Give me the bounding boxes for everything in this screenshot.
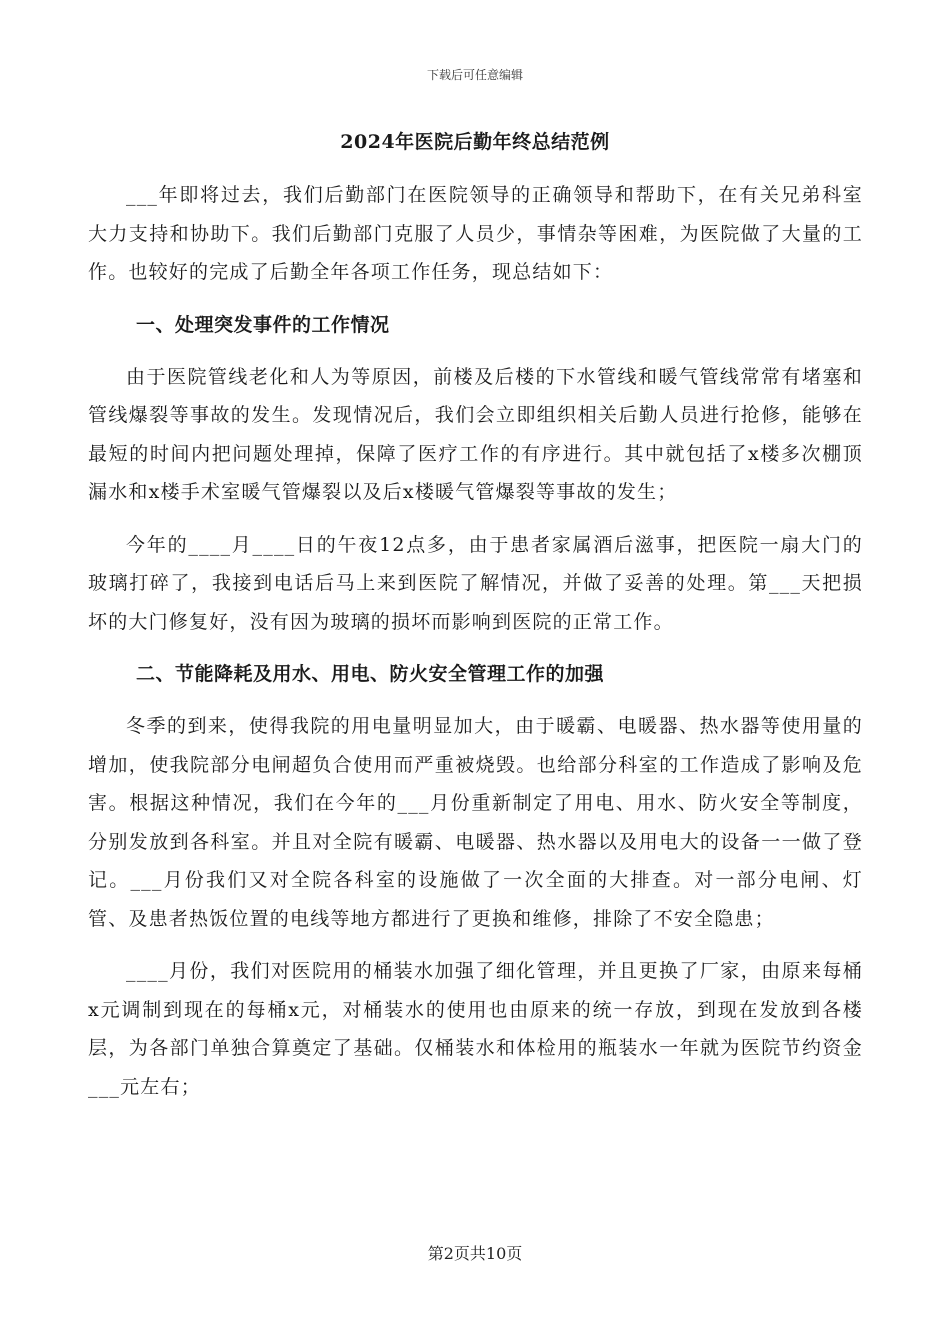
paragraph: ____月份，我们对医院用的桶装水加强了细化管理，并且更换了厂家，由原来每桶x元调制到现在的每桶x元，对桶装水的使用也由原来的统一存放，到现在发放到各楼层，为各部门单独合算奠定了基础。仅桶装水和体检用的瓶装水一年就为医院节约资金___元左右； [88,960,863,1098]
section-heading: 一、处理突发事件的工作情况 [136,313,390,336]
section-heading: 二、节能降耗及用水、用电、防火安全管理工作的加强 [136,663,605,685]
paragraph: 今年的____月____日的午夜12点多，由于患者家属酒后滋事，把医院一扇大门的玻璃打碎了，我接到电话后马上来到医院了解情况，并做了妥善的处理。第___天把损坏的大门修复好，没有因为玻璃的损坏而影响到医院的正常工作。 [88,533,863,633]
page-number: 第2页共10页 [427,1244,523,1263]
paragraph: 冬季的到来，使得我院的用电量明显加大，由于暖霸、电暖器、热水器等使用量的增加，使我院部分电闸超负合使用而严重被烧毁。也给部分科室的工作造成了影响及危害。根据这种情况，我们在今年的___月份重新制定了用电、用水、防火安全等制度，分别发放到各科室。并且对全院有暖霸、电暖器、热水器以及用电大的设备一一做了登记。___月份我们又对全院各科室的设施做了一次全面的大排查。对一部分电闸、灯管、及患者热饭位置的电线等地方都进行了更换和维修，排除了不安全隐患； [88,715,863,930]
paragraph: ___年即将过去，我们后勤部门在医院领导的正确领导和帮助下，在有关兄弟科室大力支持和协助下。我们后勤部门克服了人员少，事情杂等困难，为医院做了大量的工作。也较好的完成了后勤全年各项工作任务，现总结如下： [88,184,863,283]
paragraph: 由于医院管线老化和人为等原因，前楼及后楼的下水管线和暖气管线常常有堵塞和管线爆裂等事故的发生。发现情况后，我们会立即组织相关后勤人员进行抢修，能够在最短的时间内把问题处理掉，保障了医疗工作的有序进行。其中就包括了x楼多次棚顶漏水和x楼手术室暖气管爆裂以及后x楼暖气管爆裂等事故的发生； [88,365,863,503]
page-header: 下载后可任意编辑 [426,68,523,82]
document-body [88,176,863,1120]
document-title: 2024年医院后勤年终总结范例 [340,131,610,153]
